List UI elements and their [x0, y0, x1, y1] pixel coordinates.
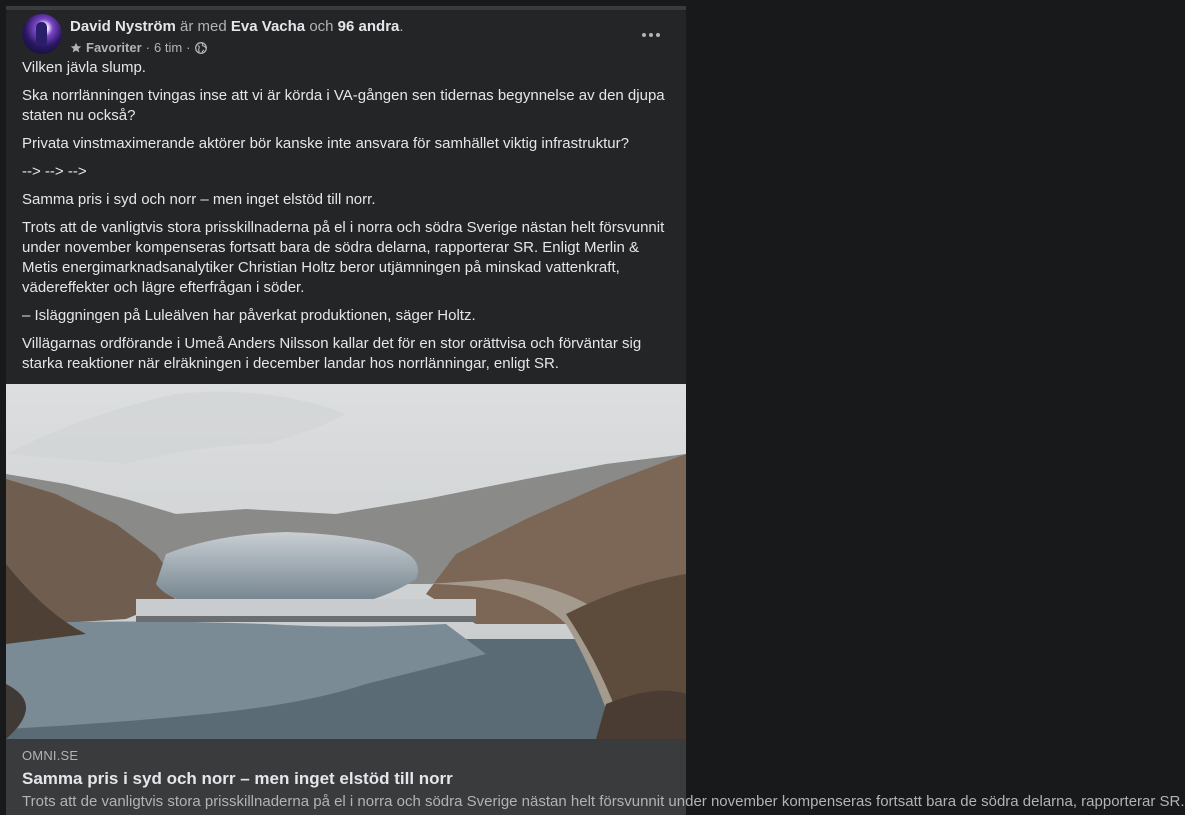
- post-paragraph: Vilken jävla slump.: [22, 59, 146, 76]
- post-title-line: [70, 18, 404, 36]
- link-preview[interactable]: [6, 739, 1185, 815]
- others-link[interactable]: 96 andra: [337, 18, 400, 35]
- author-name[interactable]: David Nyström: [70, 18, 176, 35]
- post-paragraph: – Isläggningen på Luleälven har påverkat produktionen, säger Holtz.: [22, 307, 476, 324]
- post-header: [22, 14, 670, 58]
- post-paragraph: Privata vinstmaximerande aktörer bör kanske inte ansvara för samhället viktig infrastruktur?: [22, 135, 629, 152]
- post-time[interactable]: 6 tim: [153, 40, 183, 55]
- link-description: Trots att de vanligtvis stora prisskillnaderna på el i norra och södra Sverige nästan helt försvunnit under november kompenseras fortsatt bara de södra delarna, rapporterar SR.: [22, 793, 1185, 810]
- and-text: och: [309, 18, 334, 35]
- avatar[interactable]: [22, 14, 62, 54]
- meta-separator: ·: [186, 40, 191, 55]
- post-paragraph: Trots att de vanligtvis stora prisskillnaderna på el i norra och södra Sverige nästan helt försvunnit under november kompenseras fortsatt bara de södra delarna, rapporterar SR. Enligt Merlin & Metis energimarknadsanalytiker Christian Holtz beror utjämningen på minskad vattenkraft, vädereffekter och lägre efterfrågan i söder.: [22, 219, 665, 296]
- more-options-button[interactable]: [634, 18, 668, 52]
- with-text: är med: [180, 18, 227, 35]
- post-paragraph: --> --> -->: [22, 163, 87, 180]
- tagged-person[interactable]: Eva Vacha: [230, 18, 306, 35]
- post-text: [22, 58, 670, 382]
- globe-icon[interactable]: [195, 42, 207, 54]
- more-horizontal-icon: [642, 33, 646, 37]
- post-paragraph: Samma pris i syd och norr – men inget elstöd till norr.: [22, 191, 376, 208]
- link-domain: OMNI.SE: [22, 748, 79, 763]
- period: .: [399, 18, 404, 35]
- meta-separator: ·: [145, 40, 150, 55]
- post-card: [6, 6, 1185, 815]
- link-preview-image[interactable]: [6, 384, 686, 739]
- link-title[interactable]: Samma pris i syd och norr – men inget elstöd till norr: [22, 769, 453, 788]
- post-paragraph: Villägarnas ordförande i Umeå Anders Nilsson kallar det för en stor orättvisa och förväntar sig starka reaktioner när elräkningen i december landar hos norrlänningar, enligt SR.: [22, 335, 642, 372]
- post-paragraph: Ska norrlänningen tvingas inse att vi är körda i VA-gången sen tidernas begynnelse av den djupa staten nu också?: [22, 87, 665, 124]
- audience-favorites[interactable]: Favoriter: [86, 40, 142, 55]
- post-meta: [70, 40, 207, 55]
- star-icon: [70, 42, 82, 54]
- landscape-image: [6, 384, 686, 739]
